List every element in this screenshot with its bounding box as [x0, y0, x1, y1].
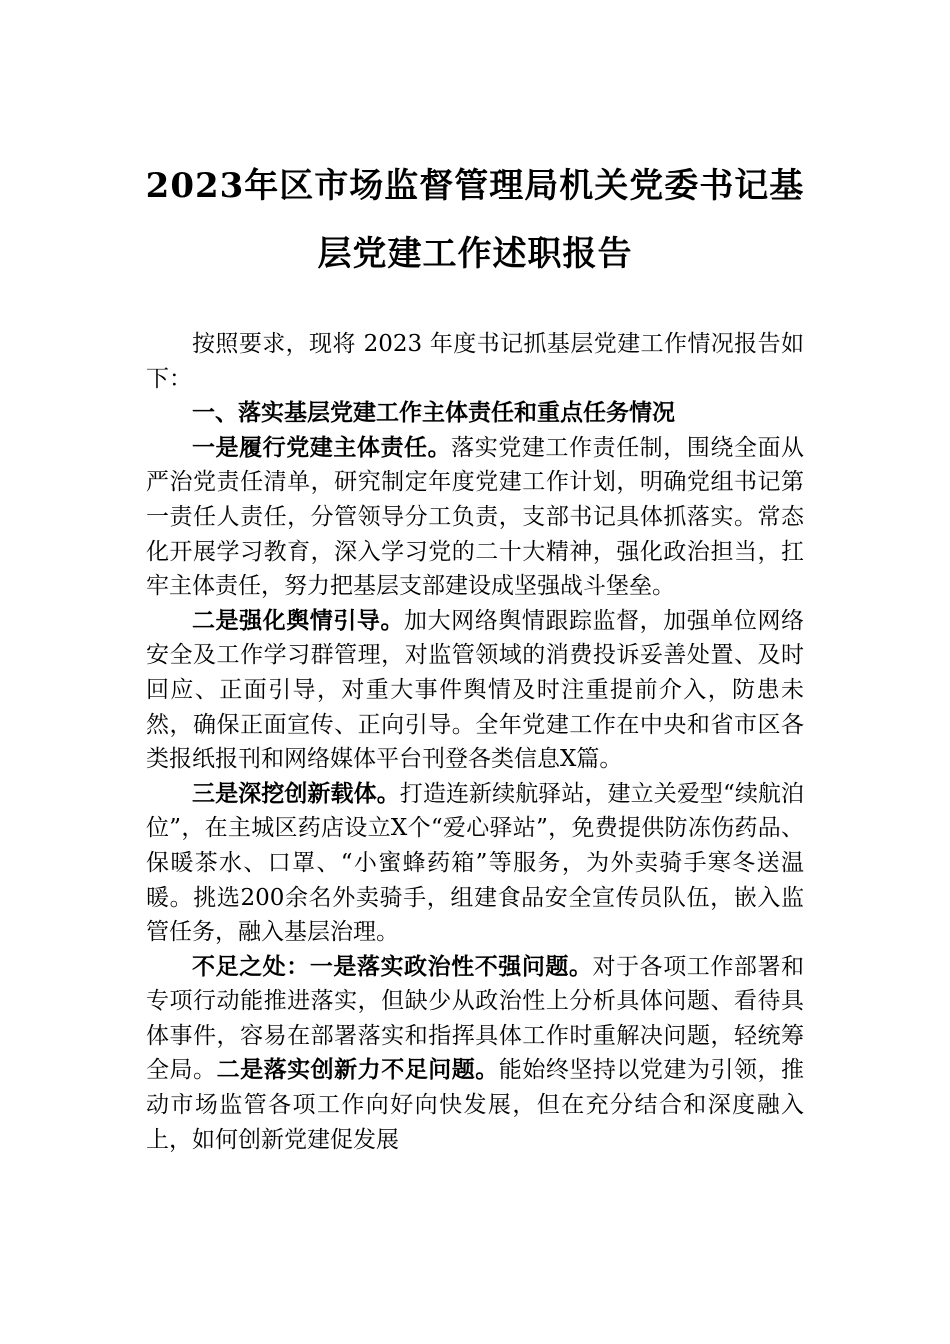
section-heading-1: 一、落实基层党建工作主体责任和重点任务情况 [192, 399, 675, 427]
document-title-line-1: 2023年区市场监督管理局机关党委书记基 [145, 166, 805, 206]
intro-paragraph [146, 327, 804, 396]
document-title-line-2: 层党建工作述职报告 [317, 234, 633, 274]
paragraph-3-lead: 三是深挖创新载体。 [192, 779, 400, 807]
paragraph-4-text-2: 能始终坚持以党建为引领，推动市场监管各项工作向好向快发展，但在充分结合和深度融入上，如何创新党建促发展 [146, 1057, 805, 1153]
intro-text: 按照要求，现将 2023 年度书记抓基层党建工作情况报告如下： [146, 331, 804, 392]
paragraph-2 [146, 604, 804, 777]
paragraph-4 [146, 950, 804, 1158]
paragraph-4-text-1: 对于各项工作部署和专项行动能推进落实，但缺少从政治性上分析具体问题、看待具体事件，容易在部署落实和指挥具体工作时重解决问题，轻统筹全局。 [146, 953, 805, 1084]
paragraph-2-text: 加大网络舆情跟踪监督，加强单位网络安全及工作学习群管理，对监管领域的消费投诉妥善处置、及时回应、正面引导，对重大事件舆情及时注重提前介入，防患未然，确保正面宣传、正向引导。全年党建工作在中央和省市区各类报纸报刊和网络媒体平台刊登各类信息X篇。 [146, 607, 805, 773]
paragraph-1-lead: 一是履行党建主体责任。 [192, 433, 452, 461]
paragraph-1 [146, 431, 804, 604]
paragraph-3 [146, 777, 804, 950]
paragraph-3-text: 打造连新续航驿站，建立关爱型“续航泊位”，在主城区药店设立X个“爱心驿站”，免费提供防冻伤药品、保暖茶水、口罩、“小蜜蜂药箱”等服务，为外卖骑手寒冬送温暖。挑选200余名外卖骑手，组建食品安全宣传员队伍，嵌入监管任务，融入基层治理。 [146, 780, 805, 946]
paragraph-1-text: 落实党建工作责任制，围绕全面从严治党责任清单，研究制定年度党建工作计划，明确党组书记第一责任人责任，分管领导分工负责，支部书记具体抓落实。常态化开展学习教育，深入学习党的二十大精神，强化政治担当，扛牢主体责任，努力把基层支部建设成坚强战斗堡垒。 [146, 434, 805, 600]
paragraph-4-prefix: 不足之处： [192, 952, 310, 980]
paragraph-4-lead-2: 二是落实创新力不足问题。 [216, 1056, 499, 1084]
paragraph-2-lead: 二是强化舆情引导。 [192, 606, 405, 634]
paragraph-4-lead-1: 一是落实政治性不强问题。 [309, 952, 593, 980]
document-body [146, 327, 804, 1157]
